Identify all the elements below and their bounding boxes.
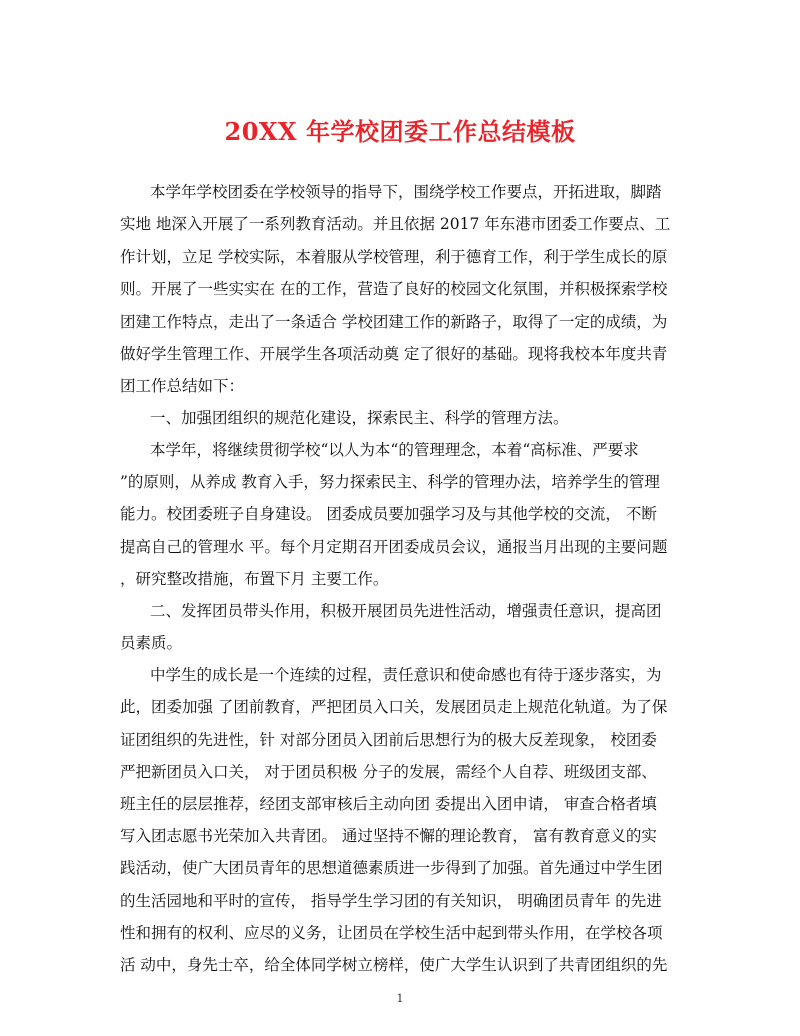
- body-line: 本学年学校团委在学校领导的指导下，围绕学校工作要点，开拓进取，脚踏: [150, 183, 662, 201]
- section-heading-cont: 员素质。: [120, 634, 183, 652]
- body-line: 此，团委加强 了团前教育，严把团员入口关，发展团员走上规范化轨道。为了保: [120, 698, 668, 716]
- page-number: 1: [396, 992, 404, 1005]
- section-heading: 二、发挥团员带头作用，积极开展团员先进性活动，增强责任意识，提高团: [150, 602, 662, 620]
- body-line: 做好学生管理工作、开展学生各项活动奠 定了很好的基础。现将我校本年度共青: [120, 345, 668, 363]
- body-line: 活 动中，身先士卒，给全体同学树立榜样，使广大学生认识到了共青团组织的先: [120, 956, 668, 974]
- body-line: 能力。校团委班子自身建设。 团委成员要加强学习及与其他学校的交流， 不断: [120, 505, 657, 523]
- body-line: 证团组织的先进性，针 对部分团员入团前后思想行为的极大反差现象， 校团委: [120, 731, 657, 749]
- body-line: 团建工作特点，走出了一条适合 学校团建工作的新路子，取得了一定的成绩，为: [120, 313, 668, 331]
- body-line: 实地 地深入开展了一系列教育活动。并且依据 2017 年东港市团委工作要点、工: [120, 215, 671, 233]
- body-line: 性和拥有的权利、应尽的义务，让团员在学校生活中起到带头作用，在学校各项: [120, 924, 663, 942]
- body-line: 践活动，使广大团员青年的思想道德素质进一步得到了加强。首先通过中学生团: [120, 859, 663, 877]
- body-line: 提高自己的管理水 平。每个月定期召开团委成员会议，通报当月出现的主要问题: [120, 538, 668, 556]
- body-line: ”的原则，从养成 教育入手，努力探索民主、科学的管理办法，培养学生的管理: [120, 473, 660, 491]
- body-line: 的生活园地和平时的宣传， 指导学生学习团的有关知识， 明确团员青年 的先进: [120, 892, 662, 910]
- body-line: 严把新团员入口关， 对于团员积极 分子的发展，需经个人自荐、班级团支部、: [120, 763, 657, 781]
- document-title: 20XX 年学校团委工作总结模板: [224, 117, 576, 146]
- body-line: 班主任的层层推荐，经团支部审核后主动向团 委提出入团申请， 审查合格者填: [120, 795, 657, 813]
- section-heading: 一、加强团组织的规范化建设，探索民主、科学的管理方法。: [150, 409, 569, 427]
- body-line: 写入团志愿书光荣加入共青团。 通过坚持不懈的理论教育， 富有教育意义的实: [120, 827, 657, 845]
- body-line: ，研究整改措施，布置下月 主要工作。: [120, 570, 389, 588]
- body-line: 中学生的成长是一个连续的过程，责任意识和使命感也有待于逐步落实，为: [150, 666, 662, 684]
- body-line: 团工作总结如下：: [120, 377, 245, 395]
- body-line: 则。开展了一些实实在 在的工作，营造了良好的校园文化氛围，并积极探索学校: [120, 280, 668, 298]
- body-line: 本学年，将继续贯彻学校“以人为本“的管理理念，本着“高标准、严要求: [150, 441, 639, 459]
- body-line: 作计划，立足 学校实际，本着服从学校管理，利于德育工作，利于学生成长的原: [120, 248, 668, 266]
